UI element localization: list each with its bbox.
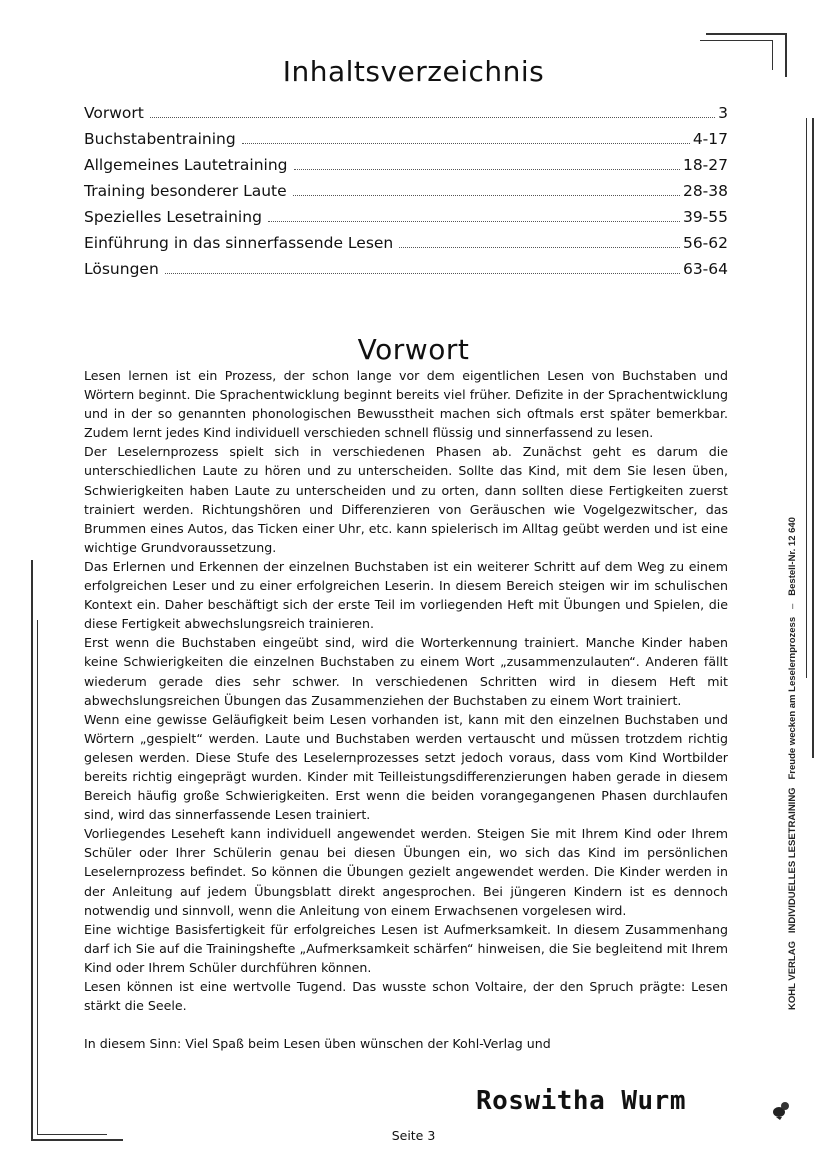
vorwort-paragraph: Der Leselernprozess spielt sich in verschiedenen Phasen ab. Zunächst geht es darum die unterschiedlichen Laute zu hören und zu unterscheiden. Sollte das Kind, mit dem Sie lesen üben, Schwierigkeiten haben Laute zu unterscheiden und zu orten, dann sollten diese Fertigkeiten zuerst trainiert werden. Richtungshören und Differenzieren von Geräuschen wie Vogelgezwitscher, das Brummen eines Autos, das Ticken einer Uhr, etc. kann spielerisch im Alltag geübt werden und ist eine wichtige Grundvoraussetzung. <box>84 444 728 555</box>
book-title: Freude wecken am Leselernprozess <box>787 616 798 780</box>
frame-left-outer <box>31 560 33 1140</box>
vorwort-paragraph: Vorliegendes Leseheft kann individuell angewendet werden. Steigen Sie mit Ihrem Kind oder Ihrem Schüler oder Ihrer Schülerin genau bei diesen Übungen ein, wo sich das Kind im persönlichen Leselernprozess befindet. So können die Übungen gezielt angewendet werden. Die Kinder werden in der Anleitung auf jedem Übungsblatt direkt angesprochen. Bei jüngeren Kindern ist es dennoch notwendig und sinnvoll, wenn die Anleitung von einem Erwachsenen vorgelesen wird. <box>84 826 728 918</box>
toc-entry <box>84 156 728 182</box>
toc-leader-dots <box>242 143 690 144</box>
vorwort-paragraph: Lesen lernen ist ein Prozess, der schon lange vor dem eigentlichen Lesen von Buchstaben und Wörtern beginnt. Die Sprachentwicklung beginnt bereits viel früher. Defizite in der Sprachentwicklung und in der so genannten phonologischen Bewusstheit machen sich oftmals erst später bemerkbar. Zudem lernt jedes Kind individuell verschieden schnell flüssig und sinnerfassend zu lesen. <box>84 368 728 441</box>
frame-left-inner <box>37 620 38 1135</box>
toc-entry-pages: 3 <box>718 104 728 122</box>
toc-leader-dots <box>165 273 680 274</box>
toc-entry <box>84 260 728 286</box>
toc-entry <box>84 104 728 130</box>
order-number: Bestell-Nr. 12 640 <box>787 517 798 596</box>
frame-top-right-h2 <box>700 40 773 41</box>
paragraph-spacer <box>84 1015 728 1034</box>
author-signature: Roswitha Wurm <box>476 1086 686 1116</box>
table-of-contents <box>84 104 728 286</box>
vorwort-paragraph: Eine wichtige Basisfertigkeit für erfolgreiches Lesen ist Aufmerksamkeit. In diesem Zusammenhang darf ich Sie auf die Trainingshefte „Aufmerksamkeit schärfen“ hinweisen, die Sie begleitend mit Ihrem Kind oder Ihrem Schüler durchführen können. <box>84 921 728 975</box>
vorwort-paragraph: Wenn eine gewisse Geläufigkeit beim Lesen vorhanden ist, kann mit den einzelnen Buchstaben und Wörtern „gespielt“ werden. Laute und Buchstaben werden vertauscht und müssen trotzdem richtig gelesen werden. Diese Stufe des Leselernprozesses setzt jedoch voraus, dass vom Kind Wortbilder bereits richtig eingeprägt wurden. Kinder mit Teilleistungsdifferenzierungen haben gerade in diesem Bereich häufig große Schwierigkeiten. Erst wenn die beiden vorangegangenen Phasen durchlaufen sind, wird das sinnerfassende Lesen trainiert. <box>84 711 728 823</box>
toc-title: Inhaltsverzeichnis <box>282 54 545 88</box>
toc-leader-dots <box>294 169 680 170</box>
toc-entry-pages: 39-55 <box>682 208 728 226</box>
toc-entry <box>84 208 728 234</box>
toc-leader-dots <box>293 195 680 196</box>
frame-top-right-h1 <box>706 33 786 35</box>
toc-entry-label: Vorwort <box>84 104 144 122</box>
page-number: Seite 3 <box>391 1128 436 1143</box>
toc-entry-pages: 63-64 <box>682 260 728 278</box>
vorwort-body <box>84 366 728 1053</box>
vorwort-paragraph: Erst wenn die Buchstaben eingeübt sind, wird die Worterkennung trainiert. Manche Kinder haben keine Schwierigkeiten die einzelnen Buchstaben zu einem Wort „zusammenzulauten“. Anderen fällt wiederum gerade dies sehr schwer. In verschiedenen Schritten wird in diesem Heft mit abwechslungsreichen Übungen das Zusammenziehen der Buchstaben zu einem Wort trainiert. <box>84 635 728 708</box>
toc-entry <box>84 234 728 260</box>
toc-entry-label: Allgemeines Lautetraining <box>84 156 288 174</box>
toc-entry-label: Spezielles Lesetraining <box>84 208 262 226</box>
toc-entry-label: Lösungen <box>84 260 159 278</box>
toc-entry-label: Einführung in das sinnerfassende Lesen <box>84 234 394 252</box>
frame-right-outer <box>812 118 814 758</box>
separator: – <box>787 603 798 609</box>
toc-leader-dots <box>399 247 680 248</box>
toc-entry-pages: 56-62 <box>682 234 728 252</box>
toc-entry-label: Buchstabentraining <box>84 130 236 148</box>
vorwort-paragraph: Das Erlernen und Erkennen der einzelnen Buchstaben ist ein weiterer Schritt auf dem Weg zu einem erfolgreichen Leser und zu einer erfolgreichen Leserin. In diesem Bereich steigen wir im schulischen Kontext ein. Daher beschäftigt sich der erste Teil im vorliegenden Heft mit Übungen und Spielen, die diese Fertigkeit abwechslungsreich trainieren. <box>84 558 728 632</box>
vorwort-paragraph: Lesen können ist eine wertvolle Tugend. Das wusste schon Voltaire, der den Spruch prägte: Lesen stärkt die Seele. <box>84 979 728 1014</box>
toc-entry <box>84 182 728 208</box>
series-title: INDIVIDUELLES LESETRAINING <box>787 787 798 934</box>
toc-entry-pages: 4-17 <box>692 130 728 148</box>
toc-entry-pages: 18-27 <box>682 156 728 174</box>
vorwort-closing: In diesem Sinn: Viel Spaß beim Lesen üben wünschen der Kohl-Verlag und <box>84 1036 551 1052</box>
toc-entry-pages: 28-38 <box>682 182 728 200</box>
publisher-label: KOHL VERLAG <box>787 941 798 1010</box>
sidebar-series-info <box>787 517 798 1010</box>
frame-right-inner <box>806 118 807 678</box>
toc-leader-dots <box>150 117 715 118</box>
toc-entry-label: Training besonderer Laute <box>84 182 287 200</box>
toc-leader-dots <box>268 221 680 222</box>
toc-entry <box>84 130 728 156</box>
vorwort-title: Vorwort <box>357 333 470 367</box>
publisher-logo-icon <box>770 1020 796 1120</box>
